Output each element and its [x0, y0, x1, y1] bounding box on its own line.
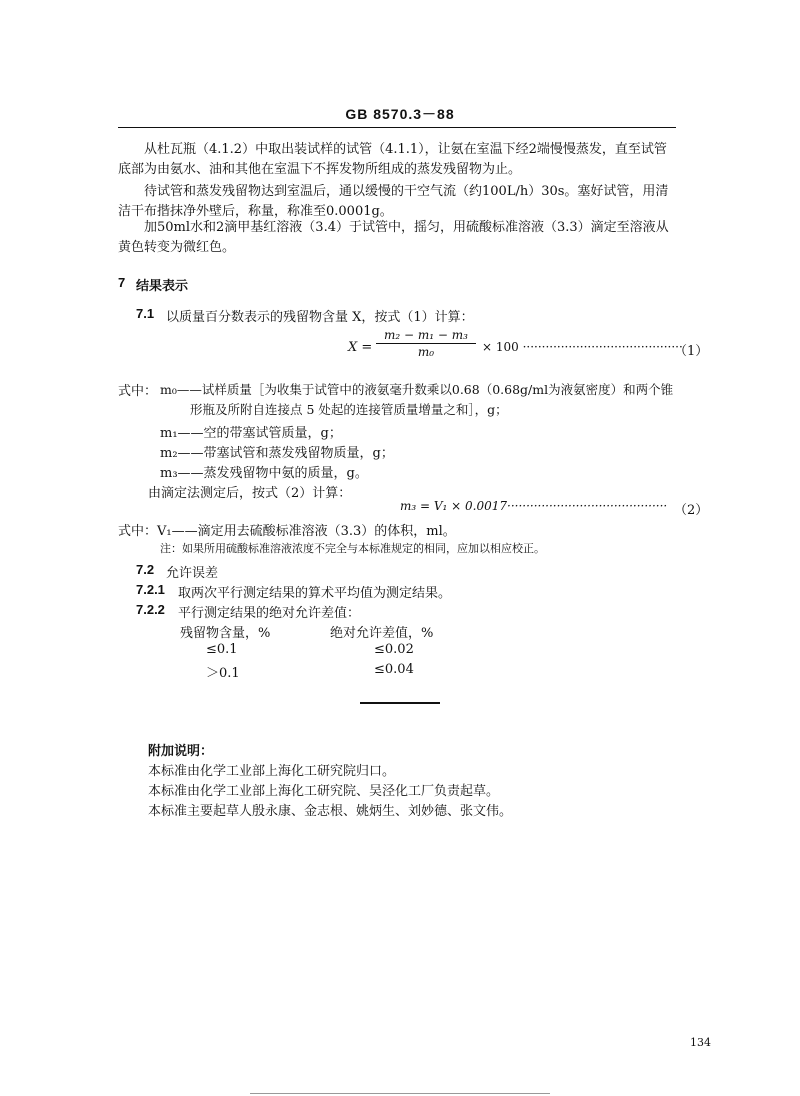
equation-1-lhs: X = — [348, 340, 373, 355]
equation-2: m₃ = V₁ × 0.0017·········································· — [400, 499, 668, 513]
section-7-title: 结果表示 — [136, 278, 189, 293]
var-m2: m₂——带塞试管和蒸发残留物质量，g； — [160, 446, 394, 461]
appendix-line-3: 本标准主要起草人殷永康、金志根、姚炳生、刘妙德、张文伟。 — [148, 804, 513, 819]
where-v1: 式中：V₁——滴定用去硫酸标准溶液（3.3）的体积，ml。 — [118, 524, 456, 539]
table-cell: ≤0.1 — [206, 642, 238, 657]
appendix-line-2: 本标准由化学工业部上海化工研究院、吴泾化工厂负责起草。 — [148, 784, 500, 799]
titration-intro: 由滴定法测定后，按式（2）计算： — [148, 486, 352, 501]
table-cell: ≤0.02 — [374, 642, 414, 657]
bottom-line — [250, 1093, 550, 1094]
equation-1-denominator: m₀ — [417, 345, 435, 359]
equation-1-fraction — [376, 328, 476, 359]
equation-1-number: （1） — [674, 344, 709, 359]
equation-2-number: （2） — [674, 503, 709, 518]
section-7-1-text: 以质量百分数表示的残留物含量 X，按式（1）计算： — [166, 310, 474, 325]
end-rule — [360, 702, 440, 704]
paragraph-evaporation: 从杜瓦瓶（4.1.2）中取出装试样的试管（4.1.1），让氨在室温下经2端慢慢蒸发，直至试管底部为由氨水、油和其他在室温下不挥发物所组成的蒸发残留物为止。 — [118, 142, 667, 177]
section-7-2-1-text: 取两次平行测定结果的算术平均值为测定结果。 — [178, 586, 452, 601]
section-7-2-2-number: 7.2.2 — [136, 602, 165, 617]
standard-number-header: GB 8570.3－88 — [345, 106, 455, 122]
appendix-line-1: 本标准由化学工业部上海化工研究院归口。 — [148, 764, 396, 779]
where-label: 式中： — [118, 384, 158, 399]
note: 注：如果所用硫酸标准溶液浓度不完全与本标准规定的相同，应加以相应校正。 — [160, 542, 545, 555]
paragraph-drying: 待试管和蒸发残留物达到室温后，通以缓慢的干空气流（约100L/h）30s。塞好试管，用清洁干布揩抹净外壁后，称量，称准至0.0001g。 — [118, 184, 669, 219]
var-m1: m₁——空的带塞试管质量，g； — [160, 426, 342, 441]
var-m0: m₀——试样质量［为收集于试管中的液氨毫升数乘以0.68（0.68g/ml为液氨密度）和两个锥 — [160, 382, 674, 397]
var-m0-cont: 形瓶及所附自连接点 5 处起的连接管质量增量之和］，g； — [190, 402, 508, 417]
table-header-residue: 残留物含量，% — [180, 626, 271, 641]
section-7-1-number: 7.1 — [136, 306, 155, 321]
section-7-2-1-number: 7.2.1 — [136, 582, 165, 597]
equation-1-tail: × 100 ·········································· — [482, 340, 683, 354]
section-7-2-number: 7.2 — [136, 562, 155, 577]
section-7-number: 7 — [118, 275, 126, 290]
table-cell: ≤0.04 — [374, 662, 414, 677]
table-header-tolerance: 绝对允许差值，% — [330, 626, 434, 641]
equation-1-numerator: m₂ − m₁ − m₃ — [376, 328, 476, 344]
table-cell: ＞0.1 — [206, 666, 240, 681]
section-7-2-title: 允许误差 — [166, 566, 219, 581]
page-number: 134 — [690, 1036, 711, 1049]
header-rule — [118, 127, 676, 128]
appendix-title: 附加说明： — [148, 743, 214, 758]
var-m3: m₃——蒸发残留物中氨的质量，g。 — [160, 466, 368, 481]
paragraph-titration: 加50ml水和2滴甲基红溶液（3.4）于试管中，摇匀，用硫酸标准溶液（3.3）滴定至溶液从黄色转变为微红色。 — [118, 220, 669, 255]
section-7-2-2-text: 平行测定结果的绝对允许差值： — [178, 606, 361, 621]
